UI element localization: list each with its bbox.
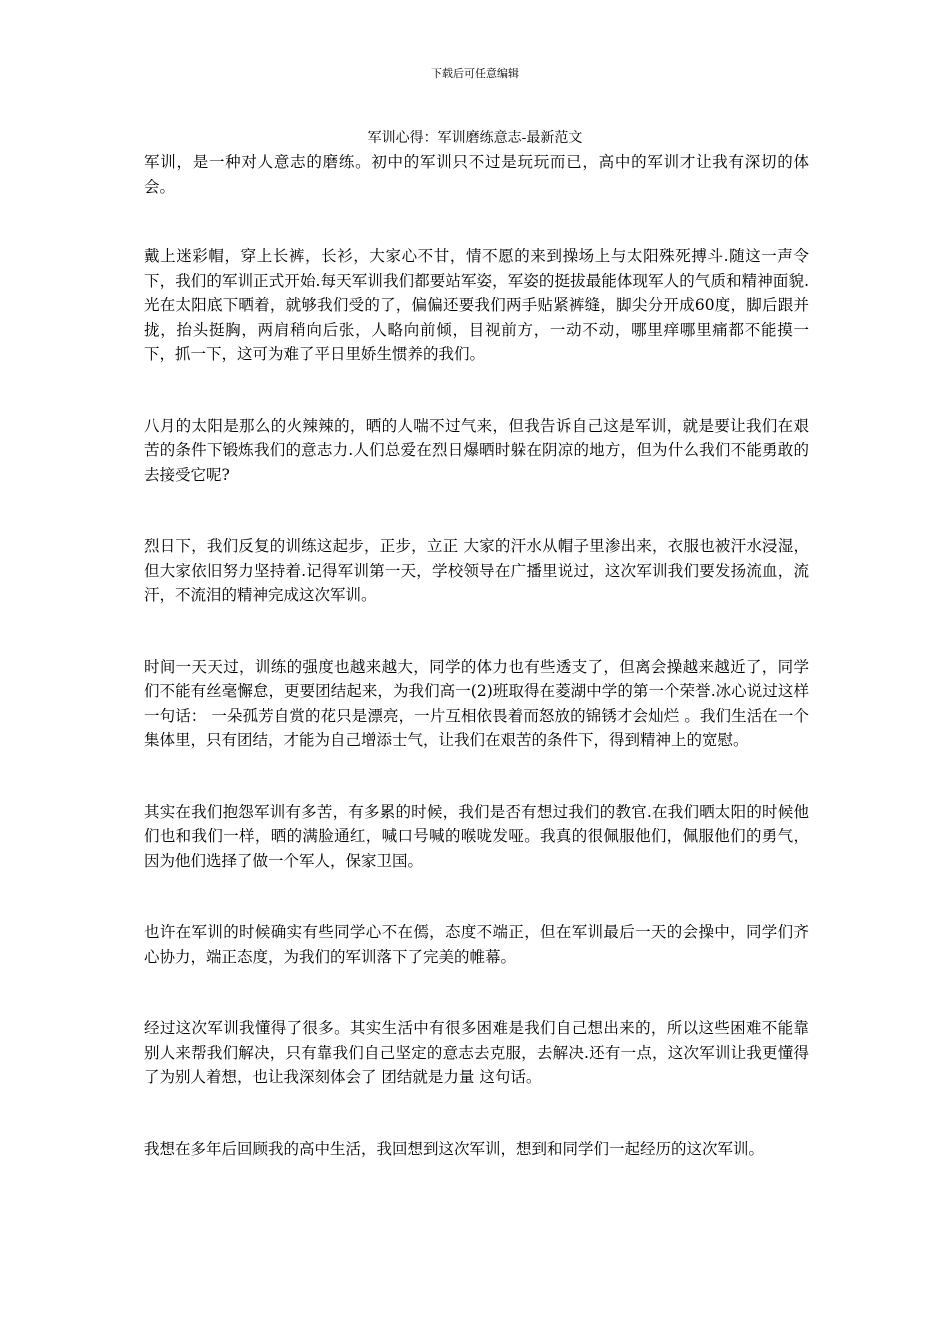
paragraph-6: 其实在我们抱怨军训有多苦，有多累的时候，我们是否有想过我们的教官.在我们晒太阳的时候他们也和我们一样，晒的满脸通红，喊口号喊的喉咙发哑。我真的很佩服他们，佩服他们的勇气，因为他们选择了做一个军人，保家卫国。 bbox=[144, 802, 809, 870]
document-body bbox=[144, 150, 809, 1161]
paragraph-7: 也许在军训的时候确实有些同学心不在傿，态度不端正，但在军训最后一天的会操中，同学们齐心协力，端正态度，为我们的军训落下了完美的帷幕。 bbox=[144, 923, 809, 966]
paragraph-3: 八月的太阳是那么的火辣辣的，晒的人喘不过气来，但我告诉自己这是军训，就是要让我们在艰苦的条件下锻炼我们的意志力.人们总爱在烈日爆晒时躲在阴凉的地方，但为什么我们不能勇敢的去接受它呢? bbox=[144, 416, 809, 484]
paragraph-5: 时间一天天过，训练的强度也越来越大，同学的体力也有些透支了，但离会操越来越近了，同学们不能有丝毫懈怠，更要团结起来，为我们高一(2)班取得在菱湖中学的第一个荣誉.冰心说过这样一句话： 一朵孤芳自赏的花只是漂亮，一片互相依畏着而怒放的锦锈才会灿烂 。我们生活在一个集体里，只有团结，才能为自己增添士气，让我们在艰苦的条件下，得到精神上的宽慰。 bbox=[144, 657, 809, 749]
header-note: 下载后可任意编辑 bbox=[431, 67, 519, 80]
paragraph-1: 军训，是一种对人意志的磨练。初中的军训只不过是玩玩而已，高中的军训才让我有深切的体会。 bbox=[144, 153, 809, 196]
paragraph-2: 戴上迷彩帽，穿上长裤，长衫，大家心不甘，情不愿的来到操场上与太阳殊死搏斗.随这一声令下，我们的军训正式开始.每天军训我们都要站军姿，军姿的挺拔最能体现军人的气质和精神面貌.光在太阳底下晒着，就够我们受的了，偏偏还要我们两手贴紧裤缝，脚尖分开成60度，脚后跟并拢，抬头挺胸，两肩稍向后张，人略向前倾，目视前方，一动不动，哪里痒哪里痛都不能摸一下，抓一下，这可为难了平日里娇生惯养的我们。 bbox=[144, 247, 809, 363]
document-title: 军训心得：军训磨练意志-最新范文 bbox=[367, 130, 583, 146]
paragraph-4: 烈日下，我们反复的训练这起步，正步，立正 大家的汗水从帽子里渗出来，衣服也被汗水浸湿，但大家依旧努力坚持着.记得军训第一天，学校领导在广播里说过，这次军训我们要发扬流血，流汗，不流泪的精神完成这次军训。 bbox=[144, 537, 809, 604]
paragraph-8: 经过这次军训我懂得了很多。其实生活中有很多困难是我们自己想出来的，所以这些困难不能靠别人来帮我们解决，只有靠我们自己坚定的意志去克服，去解决.还有一点，这次军训让我更懂得了为别人着想，也让我深刻体会了 团结就是力量 这句话。 bbox=[144, 1019, 809, 1086]
paragraph-9: 我想在多年后回顾我的高中生活，我回想到这次军训，想到和同学们一起经历的这次军训。 bbox=[144, 1139, 765, 1158]
